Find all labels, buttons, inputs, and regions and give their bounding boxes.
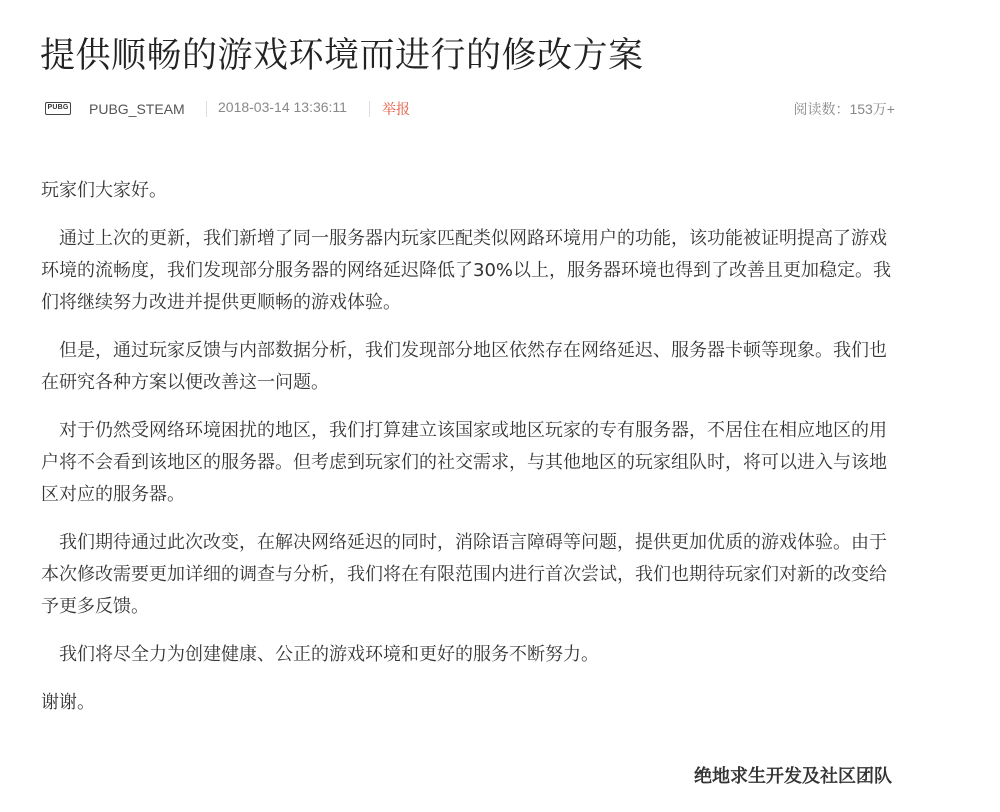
view-count: 阅读数：153万+ (793, 101, 895, 117)
body-paragraph: 但是，通过玩家反馈与内部数据分析，我们发现部分地区依然存在网络延迟、服务器卡顿等现象。我们也在研究各种方案以便改善这一问题。 (41, 340, 887, 393)
article-title: 提供顺畅的游戏环境而进行的修改方案 (40, 36, 644, 76)
publish-time: 2018-03-14 13:36:11 (218, 99, 347, 115)
body-paragraph: 对于仍然受网络环境困扰的地区，我们打算建立该国家或地区玩家的专有服务器，不居住在相应地区的用户将不会看到该地区的服务器。但考虑到玩家们的社交需求，与其他地区的玩家组队时，将可以进入与该地区对应的服务器。 (41, 420, 887, 505)
meta-divider (206, 101, 207, 117)
author-name[interactable]: PUBG_STEAM (89, 101, 185, 117)
report-link[interactable]: 举报 (382, 101, 410, 117)
greeting-text: 玩家们大家好。 (41, 180, 167, 201)
thanks-text: 谢谢。 (41, 692, 95, 713)
signature: 绝地求生开发及社区团队 (694, 766, 892, 787)
pubg-logo-icon: PUBG (45, 102, 71, 115)
article-meta (45, 99, 895, 121)
meta-divider (369, 101, 370, 117)
closing-paragraph: 我们将尽全力为创建健康、公正的游戏环境和更好的服务不断努力。 (59, 644, 599, 665)
body-paragraph: 我们期待通过此次改变，在解决网络延迟的同时，消除语言障碍等问题，提供更加优质的游戏体验。由于本次修改需要更加详细的调查与分析，我们将在有限范围内进行首次尝试，我们也期待玩家们对新的改变给予更多反馈。 (41, 532, 887, 617)
article-body (41, 175, 891, 735)
body-paragraph: 通过上次的更新，我们新增了同一服务器内玩家匹配类似网路环境用户的功能，该功能被证明提高了游戏环境的流畅度，我们发现部分服务器的网络延迟降低了30%以上，服务器环境也得到了改善且更加稳定。我们将继续努力改进并提供更顺畅的游戏体验。 (41, 228, 892, 313)
